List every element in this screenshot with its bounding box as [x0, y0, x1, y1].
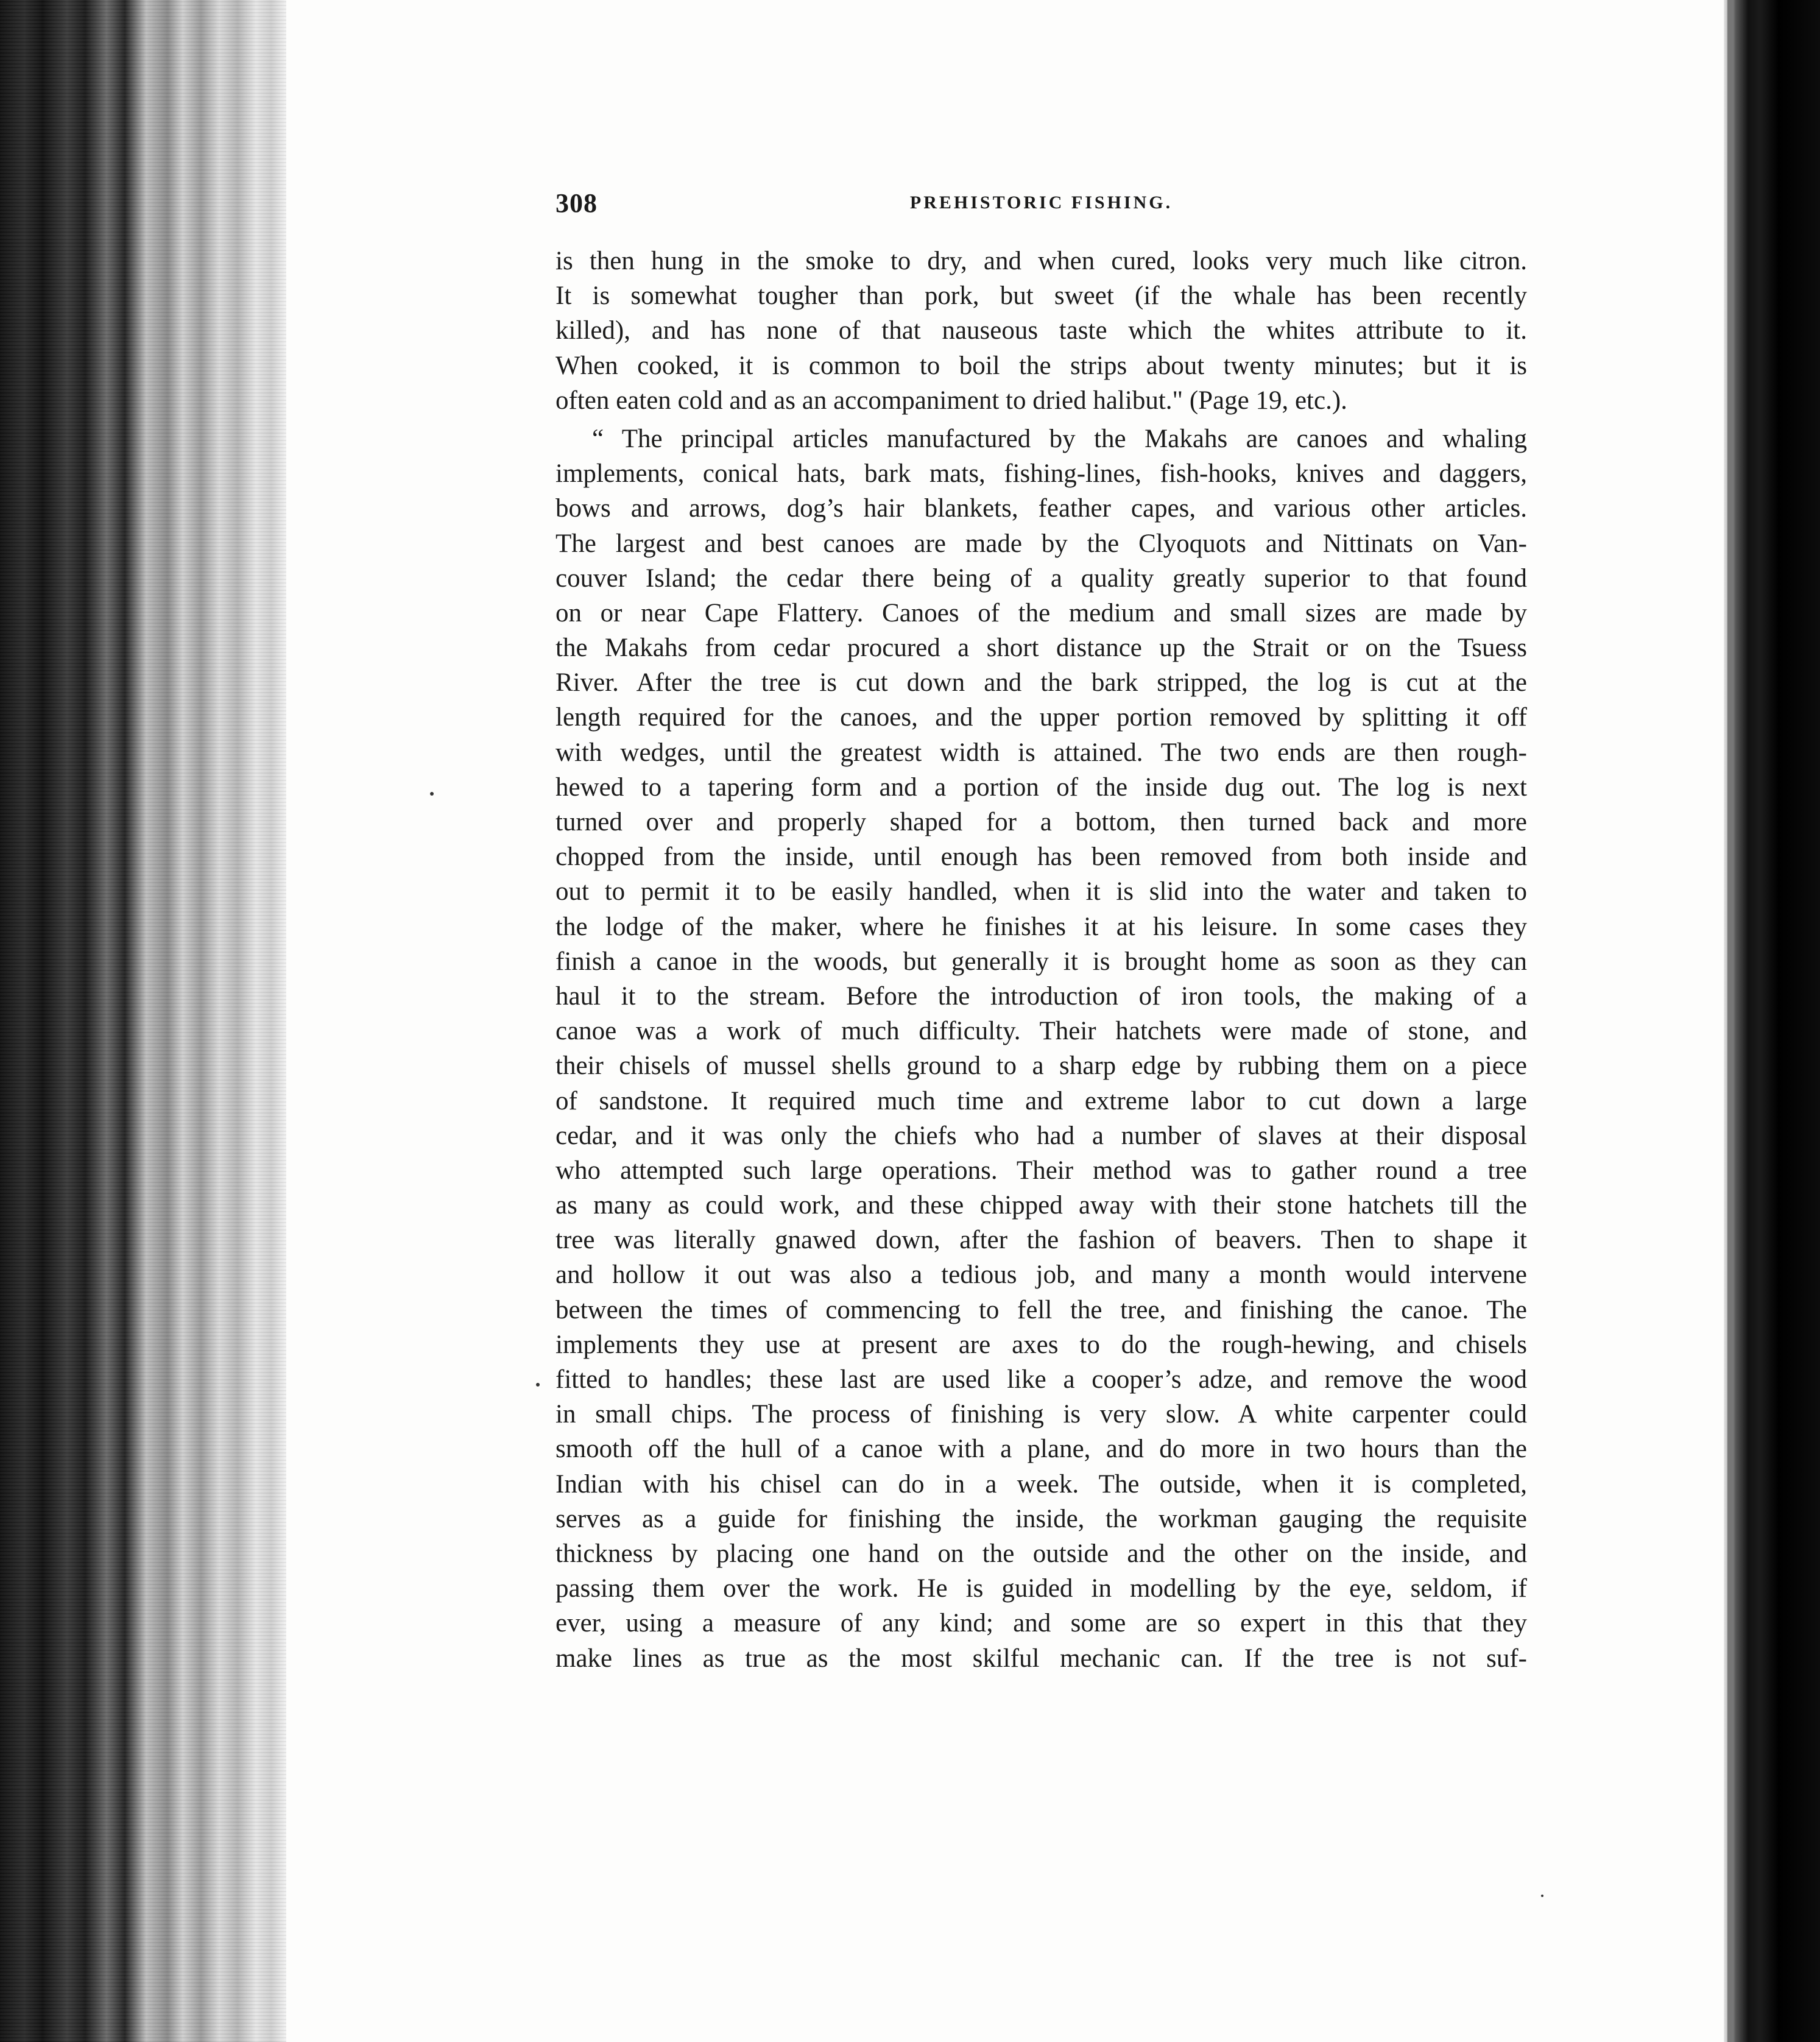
text-line: When cooked, it is common to boil the strips about twenty minutes; but it is	[556, 351, 1527, 380]
page-number: 308	[556, 188, 598, 218]
text-line: of sandstone. It required much time and extreme labor to cut down a large	[556, 1086, 1527, 1115]
text-line: fitted to handles; these last are used like a cooper’s adze, and remove the wood	[556, 1365, 1527, 1394]
text-line: as many as could work, and these chipped away with their stone hatchets till the	[556, 1191, 1527, 1220]
text-line: length required for the canoes, and the upper portion removed by splitting it off	[556, 703, 1527, 732]
text-line: smooth off the hull of a canoe with a plane, and do more in two hours than the	[556, 1435, 1527, 1464]
body-text	[556, 244, 1527, 1676]
text-line: between the times of commencing to fell the tree, and finishing the canoe. The	[556, 1295, 1527, 1324]
text-line: the Makahs from cedar procured a short distance up the Strait or on the Tsuess	[556, 634, 1527, 663]
text-line: with wedges, until the greatest width is attained. The two ends are then rough-	[556, 738, 1527, 767]
text-line: cedar, and it was only the chiefs who had a number of slaves at their disposal	[556, 1121, 1527, 1150]
running-header	[556, 188, 1527, 218]
text-line: on or near Cape Flattery. Canoes of the medium and small sizes are made by	[556, 598, 1527, 627]
text-line: turned over and properly shaped for a bottom, then turned back and more	[556, 808, 1527, 836]
text-line: canoe was a work of much difficulty. Their hatchets were made of stone, and	[556, 1017, 1527, 1046]
text-line: and hollow it out was also a tedious job, and many a month would intervene	[556, 1260, 1527, 1290]
right-page-edge	[1724, 0, 1820, 2042]
text-line: thickness by placing one hand on the outside and the other on the inside, and	[556, 1539, 1527, 1568]
text-line: Indian with his chisel can do in a week. The outside, when it is completed,	[556, 1469, 1527, 1499]
text-line: implements they use at present are axes to do the rough-hewing, and chisels	[556, 1330, 1527, 1359]
ink-speck	[536, 1383, 540, 1387]
text-line: the lodge of the maker, where he finishes it at his leisure. In some cases they	[556, 912, 1527, 941]
text-line: their chisels of mussel shells ground to a sharp edge by rubbing them on a piece	[556, 1051, 1527, 1081]
text-line: in small chips. The process of finishing is very slow. A white carpenter could	[556, 1400, 1527, 1429]
book-fore-edge	[0, 0, 286, 2042]
ink-speck	[430, 792, 434, 796]
text-line: tree was literally gnawed down, after the fashion of beavers. Then to shape it	[556, 1226, 1527, 1255]
text-line: is then hung in the smoke to dry, and when cured, looks very much like citron.	[556, 247, 1527, 275]
text-line: River. After the tree is cut down and the bark stripped, the log is cut at the	[556, 668, 1527, 698]
ink-speck	[1541, 1895, 1543, 1897]
text-line: make lines as true as the most skilful mechanic can. If the tree is not suf-	[556, 1644, 1527, 1673]
paragraph-1	[556, 244, 1527, 418]
text-line: It is somewhat tougher than pork, but sweet (if the whale has been recently	[556, 281, 1527, 311]
text-line: out to permit it to be easily handled, when it is slid into the water and taken to	[556, 877, 1527, 906]
paragraph-2	[556, 422, 1527, 1676]
text-line: couver Island; the cedar there being of a quality greatly superior to that found	[556, 563, 1527, 593]
text-line: passing them over the work. He is guided in modelling by the eye, seldom, if	[556, 1574, 1527, 1603]
text-line: implements, conical hats, bark mats, fishing-lines, fish-hooks, knives and daggers,	[556, 459, 1527, 489]
text-line: serves as a guide for finishing the inside, the workman gauging the requisite	[556, 1504, 1527, 1533]
text-line: hewed to a tapering form and a portion of the inside dug out. The log is next	[556, 772, 1527, 802]
text-line: killed), and has none of that nauseous taste which the whites attribute to it.	[556, 316, 1527, 345]
text-line: The largest and best canoes are made by the Clyoquots and Nittinats on Van-	[556, 529, 1527, 558]
text-line: finish a canoe in the woods, but generally it is brought home as soon as they can	[556, 947, 1527, 976]
text-line: haul it to the stream. Before the introduction of iron tools, the making of a	[556, 981, 1527, 1011]
text-line: chopped from the inside, until enough has been removed from both inside and	[556, 843, 1527, 872]
text-line: often eaten cold and as an accompaniment to dried halibut." (Page 19, etc.).	[556, 386, 1347, 415]
text-line: “ The principal articles manufactured by the Makahs are canoes and whaling	[592, 424, 1527, 453]
text-line: who attempted such large operations. Their method was to gather round a tree	[556, 1156, 1527, 1185]
running-title: PREHISTORIC FISHING.	[909, 193, 1173, 213]
text-line: bows and arrows, dog’s hair blankets, feather capes, and various other articles.	[556, 494, 1527, 523]
text-line: ever, using a measure of any kind; and some are so expert in this that they	[556, 1609, 1527, 1638]
